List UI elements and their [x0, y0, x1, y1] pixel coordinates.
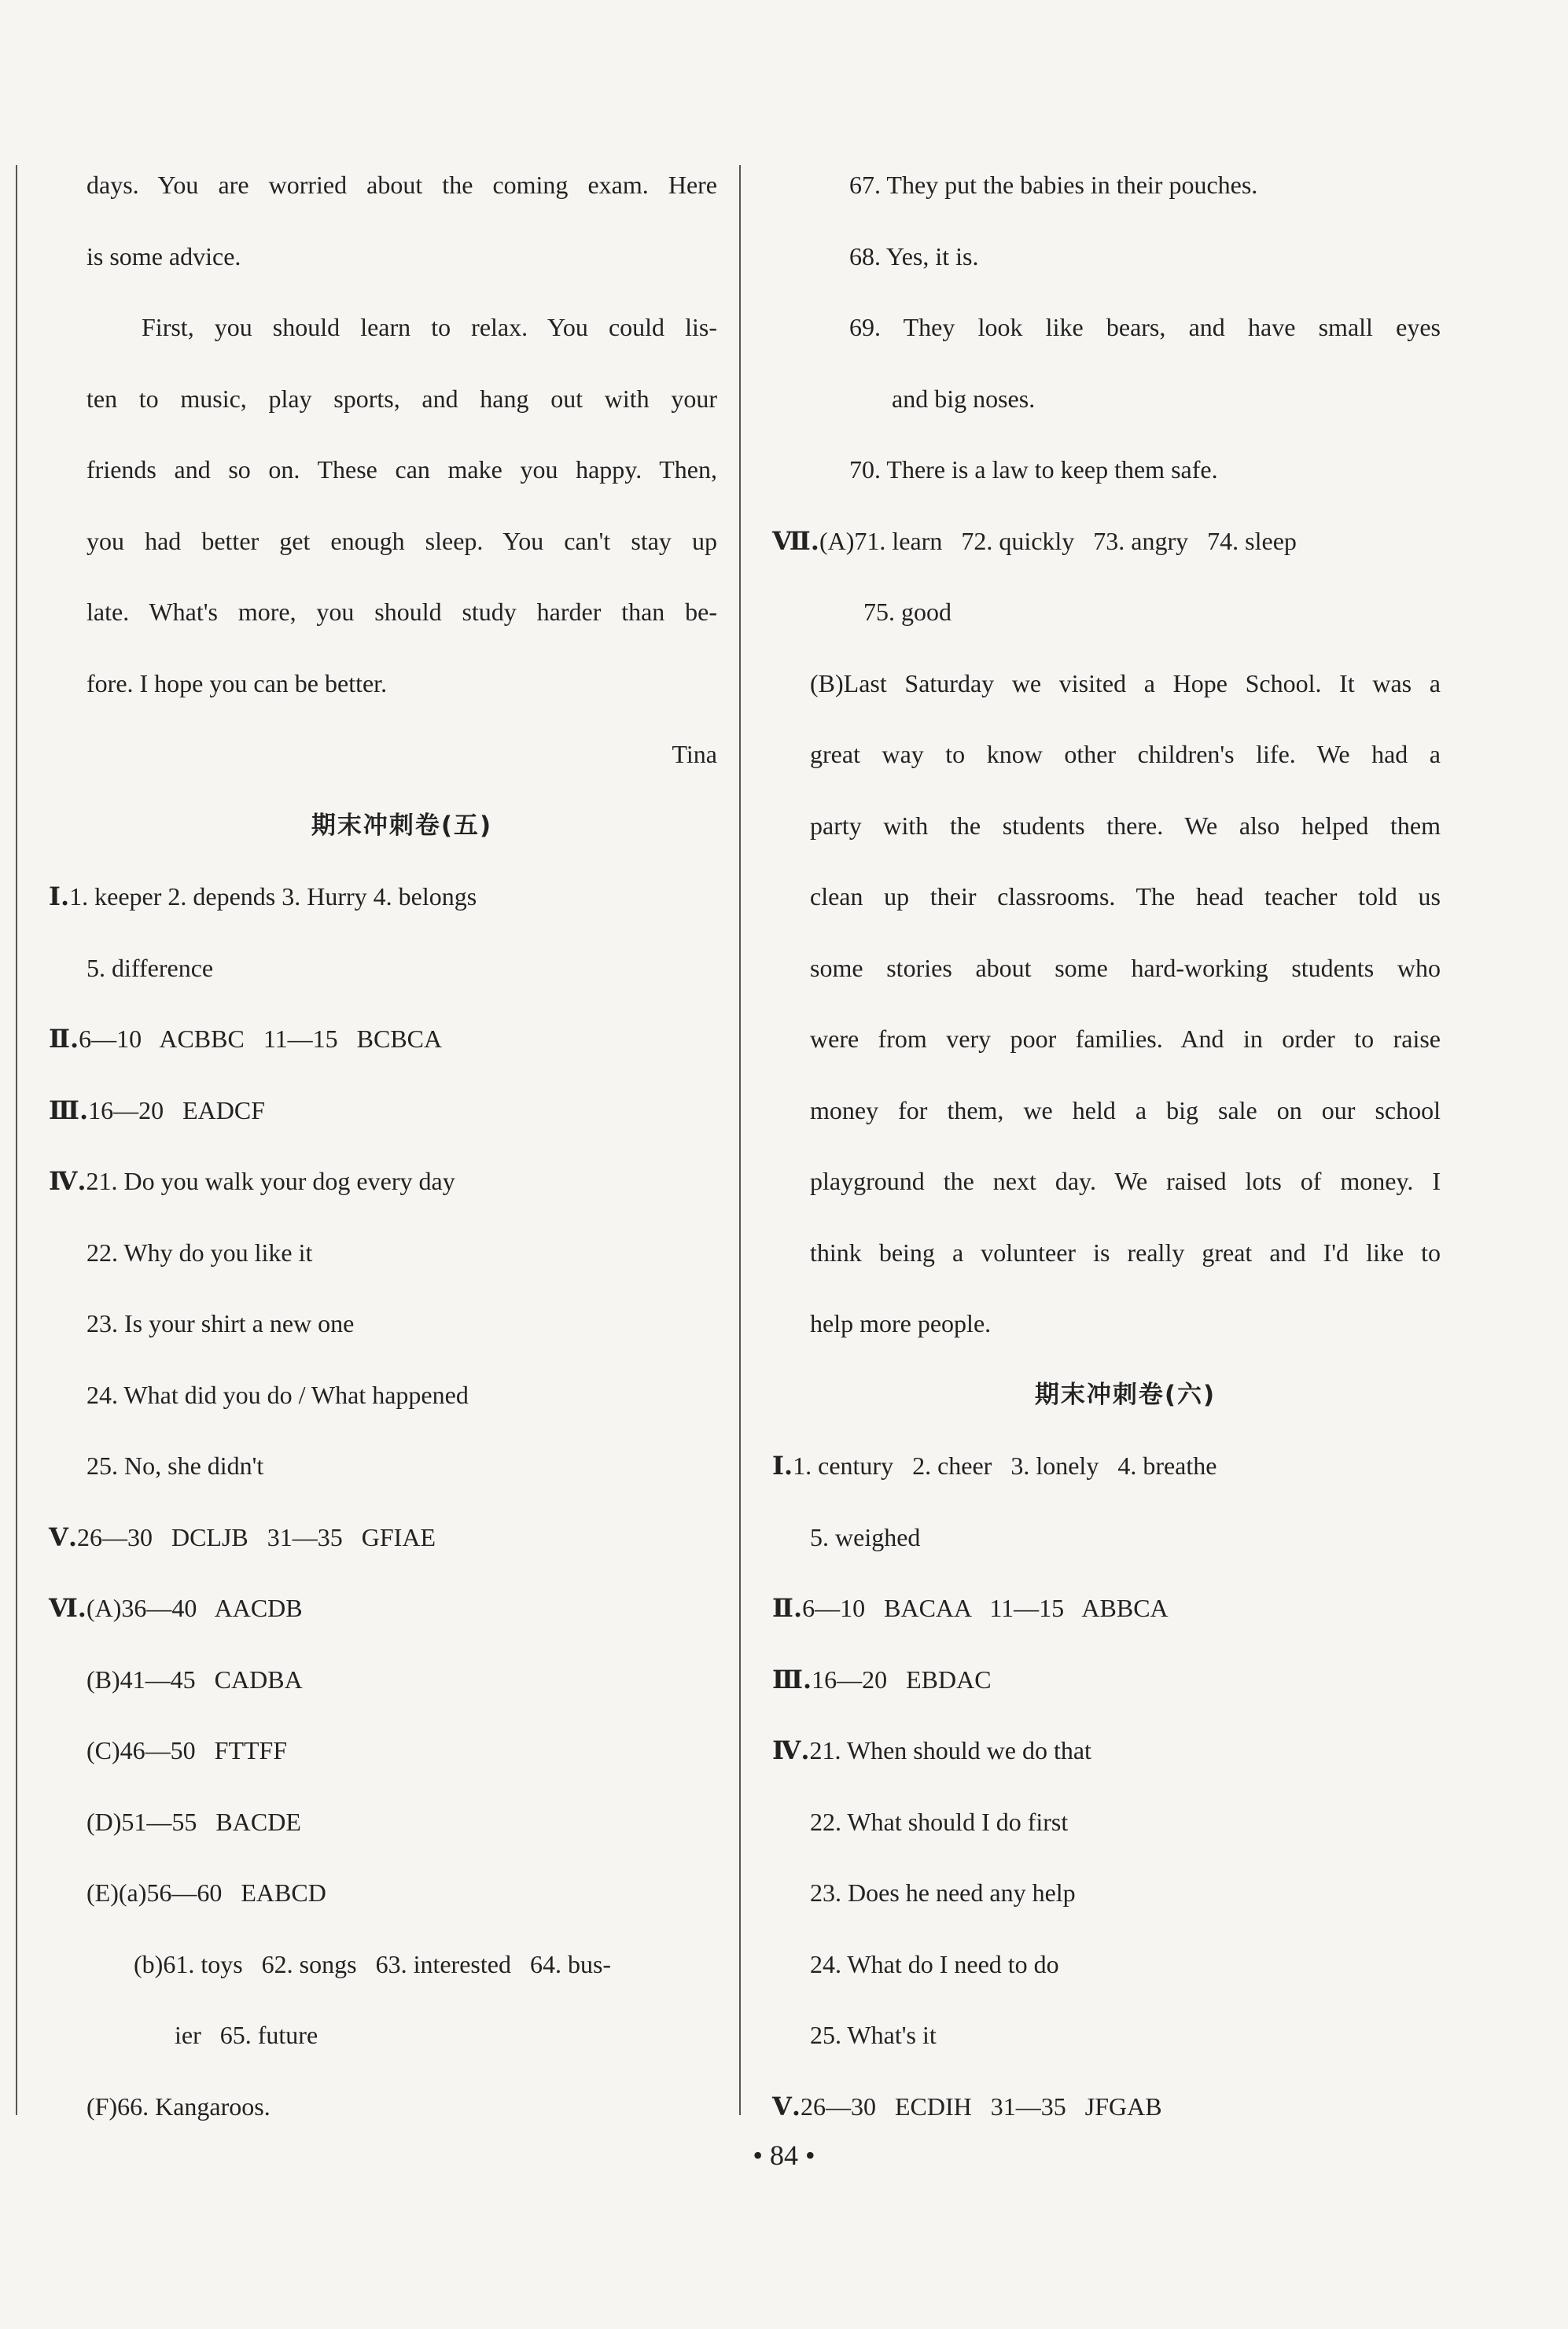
answer-line: Ⅴ.26—30 DCLJB 31—35 GFIAE [49, 1521, 436, 1552]
answer-line: Ⅲ.16—20 EBDAC [772, 1664, 992, 1694]
answer-line: 67. They put the babies in their pouches. [849, 171, 1258, 199]
answer-line: Ⅲ.16—20 EADCF [49, 1095, 266, 1125]
answer-line: 5. difference [86, 953, 214, 982]
answer-line: (F)66. Kangaroos. [86, 2092, 271, 2121]
answer-line: 23. Does he need any help [810, 1878, 1076, 1907]
essay-line: were from very poor families. And in order to raise [810, 1025, 1441, 1053]
answer-line: (b)61. toys 62. songs 63. interested 64. bus- [134, 1949, 612, 1978]
essay-line: (B)Last Saturday we visited a Hope School. It was a [810, 668, 1441, 697]
answer-line: 70. There is a law to keep them safe. [849, 455, 1218, 484]
left-column [49, 149, 717, 2142]
section-heading: 期末冲刺卷(五) [311, 811, 493, 840]
answer-line: and big noses. [892, 384, 1036, 413]
essay-line: help more people. [810, 1309, 992, 1337]
right-column [772, 149, 1441, 2142]
answer-line: ier 65. future [175, 2021, 318, 2049]
answer-line: Ⅵ.(A)36—40 AACDB [49, 1593, 303, 1623]
essay-line: First, you should learn to relax. You could lis- [142, 313, 717, 341]
answer-line: Ⅳ.21. Do you walk your dog every day [49, 1166, 455, 1196]
answer-line: Ⅱ.6—10 BACAA 11—15 ABBCA [772, 1593, 1169, 1623]
essay-line: ten to music, play sports, and hang out with your [86, 384, 717, 413]
answer-line: Ⅴ.26—30 ECDIH 31—35 JFGAB [772, 2091, 1162, 2121]
section-heading: 期末冲刺卷(六) [1034, 1380, 1216, 1409]
answer-line: 68. Yes, it is. [849, 241, 979, 270]
essay-line: late. What's more, you should study harder than be- [86, 598, 717, 626]
answer-line: 25. No, she didn't [86, 1451, 264, 1480]
essay-line: is some advice. [86, 241, 241, 270]
essay-line: some stories about some hard-working students who [810, 953, 1441, 982]
essay-line: fore. I hope you can be better. [86, 668, 388, 697]
left-margin-rule [16, 165, 17, 2115]
signature: Tina [672, 740, 717, 768]
essay-line: great way to know other children's life. We had a [810, 740, 1441, 768]
answer-line: 25. What's it [810, 2021, 937, 2049]
answer-line: 24. What do I need to do [810, 1949, 1059, 1978]
essay-line: days. You are worried about the coming exam. Here [86, 171, 717, 199]
answer-line: Ⅱ.6—10 ACBBC 11—15 BCBCA [49, 1024, 443, 1054]
essay-line: think being a volunteer is really great and I'd like to [810, 1238, 1441, 1267]
essay-line: clean up their classrooms. The head teacher told us [810, 882, 1441, 911]
answer-line: 24. What did you do / What happened [86, 1380, 469, 1409]
answer-line: 75. good [863, 598, 951, 626]
essay-line: party with the students there. We also helped them [810, 811, 1441, 840]
essay-line: you had better get enough sleep. You can't stay up [86, 526, 717, 555]
answer-line: 69. They look like bears, and have small eyes [849, 313, 1441, 341]
page-number: • 84 • [753, 2140, 815, 2171]
answer-line: 22. Why do you like it [86, 1238, 313, 1267]
essay-line: money for them, we held a big sale on our school [810, 1095, 1441, 1124]
answer-line: Ⅰ.1. keeper 2. depends 3. Hurry 4. belongs [49, 881, 477, 911]
answer-line: 23. Is your shirt a new one [86, 1309, 355, 1337]
answer-line: 22. What should I do first [810, 1807, 1069, 1836]
answer-line: Ⅳ.21. When should we do that [772, 1735, 1091, 1765]
answer-line: (E)(a)56—60 EABCD [86, 1878, 326, 1907]
essay-line: friends and so on. These can make you happy. Then, [86, 455, 717, 484]
answer-line: 5. weighed [810, 1522, 921, 1551]
answer-line: Ⅶ.(A)71. learn 72. quickly 73. angry 74. sleep [772, 525, 1297, 556]
answer-line: (C)46—50 FTTFF [86, 1736, 288, 1764]
answer-line: (D)51—55 BACDE [86, 1807, 301, 1836]
essay-line: playground the next day. We raised lots of money. I [810, 1167, 1441, 1195]
answer-line: Ⅰ.1. century 2. cheer 3. lonely 4. breathe [772, 1451, 1217, 1481]
center-column-rule [739, 165, 741, 2115]
answer-line: (B)41—45 CADBA [86, 1665, 303, 1694]
